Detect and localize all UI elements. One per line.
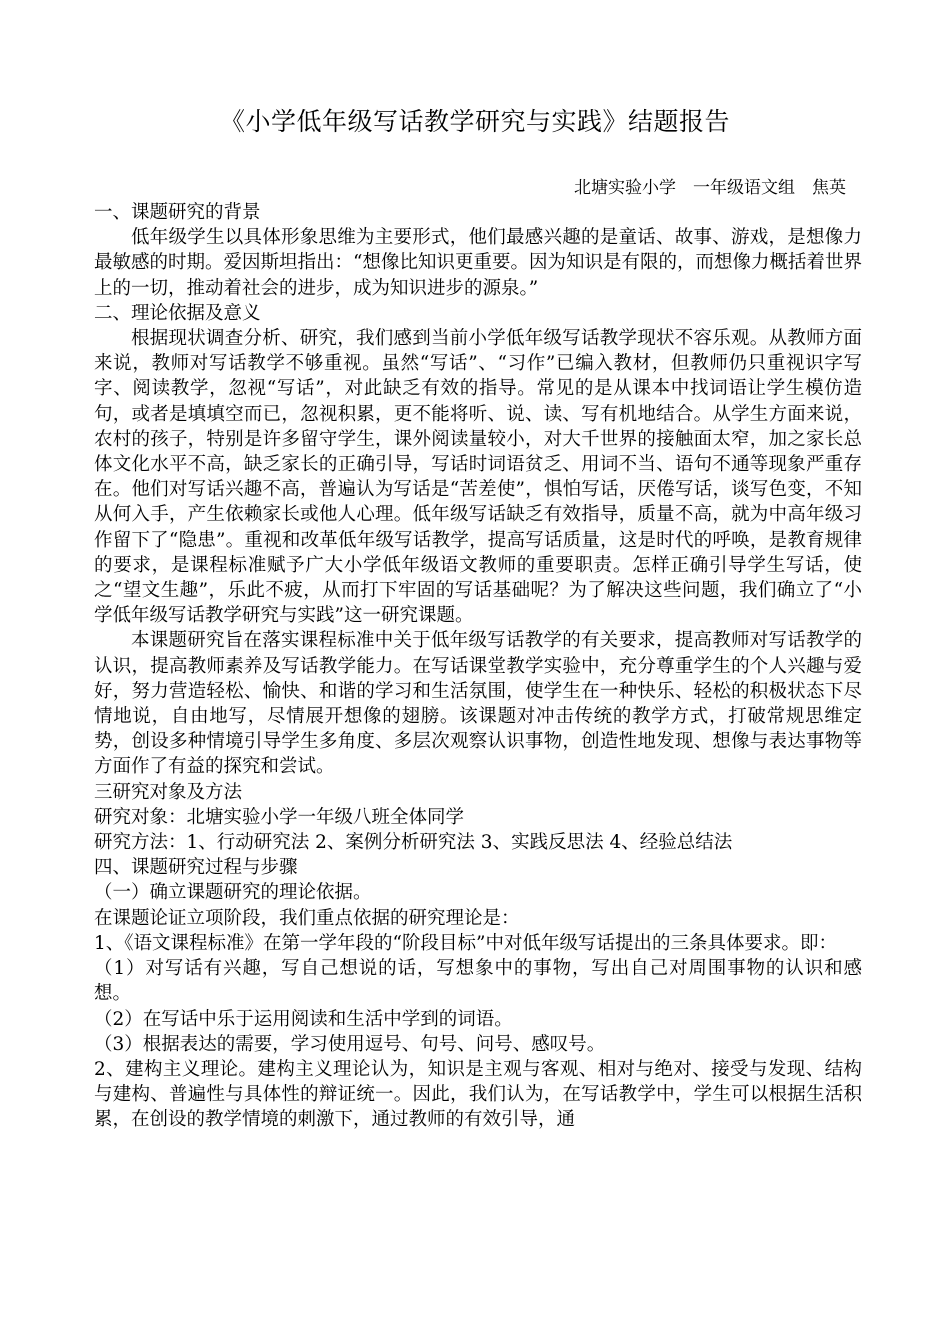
list-item: 2、建构主义理论。建构主义理论认为，知识是主观与客观、相对与绝对、接受与发现、结构与建构、普遍性与具体性的辩证统一。因此，我们认为，在写话教学中，学生可以根据生活积累，在创设的教学情境的刺激下，通过教师的有效引导，通 xyxy=(94,1058,862,1131)
page-title: 《小学低年级写话教学研究与实践》结题报告 xyxy=(219,107,730,136)
list-item: 1、《语文课程标准》在第一学年段的“阶段目标”中对低年级写话提出的三条具体要求。即： xyxy=(94,932,837,954)
document-body xyxy=(94,200,862,1133)
author-line: 北塘实验小学 一年级语文组 焦英 xyxy=(574,178,846,198)
list-item: （1）对写话有兴趣，写自己想说的话，写想象中的事物，写出自己对周围事物的认识和感想。 xyxy=(94,958,862,1005)
list-item: （2）在写话中乐于运用阅读和生活中学到的词语。 xyxy=(94,1008,513,1030)
paragraph: 研究方法：1、行动研究法 2、案例分析研究法 3、实践反思法 4、经验总结法 xyxy=(94,832,733,854)
paragraph: 低年级学生以具体形象思维为主要形式，他们最感兴趣的是童话、故事、游戏，是想像力最敏感的时期。爱因斯坦指出：“想像比知识更重要。因为知识是有限的，而想像力概括着世界上的一切，推动着社会的进步，成为知识进步的源泉。” xyxy=(94,227,862,299)
paragraph: 本课题研究旨在落实课程标准中关于低年级写话教学的有关要求，提高教师对写话教学的认识，提高教师素养及写话教学能力。在写话课堂教学实验中，充分尊重学生的个人兴趣与爱好，努力营造轻松、愉快、和谐的学习和生活氛围，使学生在一种快乐、轻松的积极状态下尽情地说，自由地写，尽情展开想像的翅膀。该课题对冲击传统的教学方式，打破常规思维定势，创设多种情境引导学生多角度、多层次观察认识事物，创造性地发现、想像与表达事物等方面作了有益的探究和尝试。 xyxy=(94,630,862,778)
section-heading: 四、课题研究过程与步骤 xyxy=(94,857,298,879)
section-heading: 二、理论依据及意义 xyxy=(94,302,261,324)
section-heading: 三研究对象及方法 xyxy=(94,781,243,803)
paragraph: 在课题论证立项阶段，我们重点依据的研究理论是： xyxy=(94,907,520,929)
subsection-heading: （一）确立课题研究的理论依据。 xyxy=(94,882,372,904)
list-item: （3）根据表达的需要，学习使用逗号、句号、问号、感叹号。 xyxy=(94,1033,606,1055)
section-heading: 一、课题研究的背景 xyxy=(94,202,261,223)
paragraph: 研究对象：北塘实验小学一年级八班全体同学 xyxy=(94,806,465,828)
paragraph: 根据现状调查分析、研究，我们感到当前小学低年级写话教学现状不容乐观。从教师方面来说，教师对写话教学不够重视。虽然“写话”、“习作”已编入教材，但教师仍只重视识字写字、阅读教学，忽视“写话”，对此缺乏有效的指导。常见的是从课本中找词语让学生模仿造句，或者是填填空而已，忽视积累，更不能将听、说、读、写有机地结合。从学生方面来说，农村的孩子，特别是许多留守学生，课外阅读量较小，对大千世界的接触面太窄，加之家长总体文化水平不高，缺乏家长的正确引导，写话时词语贫乏、用词不当、语句不通等现象严重存在。他们对写话兴趣不高，普遍认为写话是“苦差使”，惧怕写话，厌倦写话，谈写色变，不知从何入手，产生依赖家长或他人心理。低年级写话缺乏有效指导，质量不高，就为中高年级习作留下了“隐患”。重视和改革低年级写话教学，提高写话质量，这是时代的呼唤，是教育规律的要求，是课程标准赋予广大小学低年级语文教师的重要职责。怎样正确引导学生写话，使之“望文生趣”，乐此不疲，从而打下牢固的写话基础呢？为了解决这些问题，我们确立了“小学低年级写话教学研究与实践”这一研究课题。 xyxy=(94,328,862,627)
